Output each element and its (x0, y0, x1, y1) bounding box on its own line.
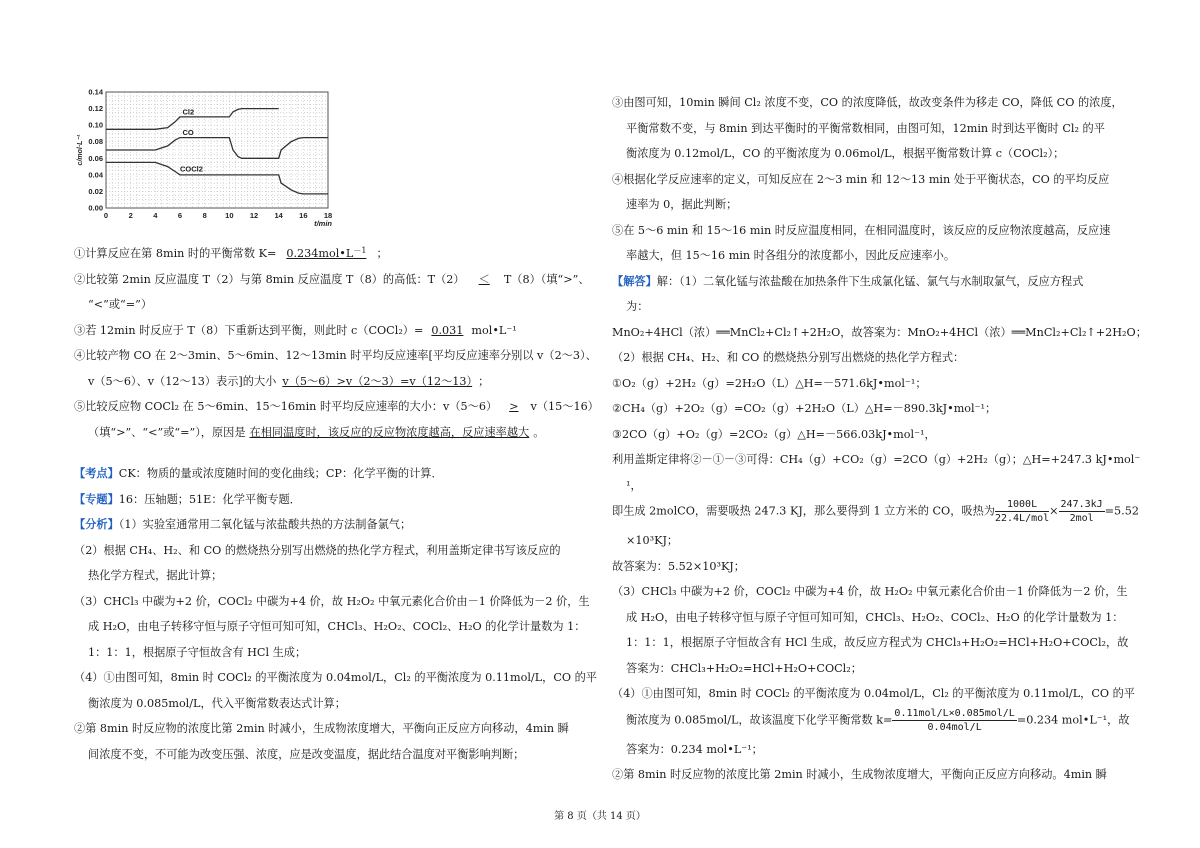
y-axis-label: c/mol·L⁻¹ (77, 134, 84, 166)
zhuanti-tag: 【专题】 (74, 491, 119, 506)
q5-answer: > (509, 400, 519, 413)
x-tick-label: 2 (128, 211, 133, 220)
analysis-5a: ⑤在 5～6 min 和 15～16 min 时反应温度相同，在相同温度时，该反应的反应物浓度越高，反应速 (612, 223, 1111, 237)
fenxi-3a: （3）CHCl₃ 中碳为+2 价，COCl₂ 中碳为+4 价，故 H₂O₂ 中氧元素化合价由－1 价降低为－2 价，生 (74, 594, 590, 608)
analysis-3c: 衡浓度为 0.12mol/L，CO 的平衡浓度为 0.06mol/L，根据平衡常数计算 c（COCl₂）； (626, 147, 1065, 160)
q4-answer: v（5～6）>v（2～3）=v（12～13） (282, 374, 473, 388)
thermo-eq-3: ③2CO（g）+O₂（g）=2CO₂（g）△H=－566.03kJ•mol⁻¹， (612, 427, 936, 441)
question-3: ③若 12min 时反应于 T（8）下重新达到平衡，则此时 c（COCl₂）= 0.031 mol•L⁻¹ (74, 323, 517, 337)
jieda-tag: 【解答】 (612, 273, 657, 288)
x-axis-label: t/min (314, 219, 332, 228)
fenxi-5a: ②第 8min 时反应物的浓度比第 2min 时减小，生成物浓度增大，平衡向正反应方向移动，4min 瞬 (74, 722, 569, 735)
y-tick-label: 0.06 (88, 153, 103, 163)
fenxi-line: 【分析】（1）实验室通常用二氧化锰与浓盐酸共热的方法制备氯气； (74, 517, 412, 531)
left-column (74, 86, 598, 767)
x-tick-label: 6 (177, 211, 183, 220)
heat-calc-cont: ×10³KJ； (626, 534, 679, 547)
question-4-cont: v（5～6）、v（12～13）表示]的大小 v（5～6）>v（2～3）=v（12～13） ； (88, 374, 490, 388)
jieda-4b: 衡浓度为 0.085mol/L，故该温度下化学平衡常数 k= 0.11mol/L×0.085mol/L 0.04mol/L =0.234 mol•L⁻¹，故 (626, 707, 1130, 733)
q3-answer: 0.031 (431, 323, 464, 337)
analysis-3a: ③由图可知，10min 瞬间 Cl₂ 浓度不变，CO 的浓度降低，故改变条件为移走 CO，降低 CO 的浓度， (612, 96, 1123, 109)
fenxi-3b: 成 H₂O，由电子转移守恒与原子守恒可知可知，CHCl₃、H₂O₂、COCl₂、H₂O 的化学计量数为 1： (88, 620, 586, 633)
fenxi-2b: 热化学方程式，据此计算； (88, 569, 223, 582)
y-tick-label: 0.10 (88, 120, 103, 130)
curve-label: Cl2 (182, 107, 195, 117)
heat-calc-line: 即生成 2molCO，需要吸热 247.3 KJ，那么要得到 1 立方米的 CO，吸热为 1000L 22.4L/mol × 247.3kJ 2mol =5.52 (612, 499, 1139, 524)
chart-svg (74, 86, 344, 236)
jieda-5: ②第 8min 时反应物的浓度比第 2min 时减小，生成物浓度增大，平衡向正反应方向移动。4min 瞬 (612, 768, 1107, 781)
fenxi-4a: （4）①由图可知，8min 时 COCl₂ 的平衡浓度为 0.04mol/L，Cl₂ 的平衡浓度为 0.11mol/L，CO 的平 (74, 671, 597, 684)
x-tick-label: 14 (274, 211, 283, 220)
kaodian-line: 【考点】CK：物质的量或浓度随时间的变化曲线；CP：化学平衡的计算． (74, 466, 443, 480)
equation-1: MnO₂+4HCl（浓）══MnCl₂+Cl₂↑+2H₂O，故答案为：MnO₂+4HCl（浓）══MnCl₂+Cl₂↑+2H₂O； (612, 325, 1147, 339)
x-tick-label: 0 (103, 211, 109, 220)
question-1: ①计算反应在第 8min 时的平衡常数 $K= 0.234mol•L^{-1}$ ； (74, 246, 388, 260)
jieda-4c: 答案为：0.234 mol•L⁻¹； (626, 742, 763, 756)
hess-line: 利用盖斯定律将②－①－③可得：CH₄（g）+CO₂（g）=2CO（g）+2H₂（g）；△H=+247.3 kJ•mol⁻ (612, 453, 1141, 466)
x-tick-label: 16 (299, 211, 308, 220)
jieda-3b: 成 H₂O，由电子转移守恒与原子守恒可知可知，CHCl₃、H₂O₂、COCl₂、H₂O 的化学计量数为 1： (626, 610, 1124, 624)
y-tick-label: 0.00 (88, 203, 103, 213)
x-tick-label: 18 (323, 211, 333, 220)
q1-text: ①计算反应在第 8min 时的平衡常数 K= (74, 247, 277, 260)
question-2: ②比较第 2min 反应温度 T（2）与第 8min 反应温度 T（8）的高低：T（2） ＜ T（8）（填“>”、 (74, 272, 590, 286)
fenxi-5b: 间浓度不变，不可能为改变压强、浓度，应是改变温度，据此结合温度对平衡影响判断； (88, 747, 525, 761)
y-tick-label: 0.02 (88, 186, 103, 196)
fraction-2: 247.3kJ 2mol (1060, 499, 1103, 524)
jieda-2: （2）根据 CH₄、H₂、和 CO 的燃烧热分别写出燃烧的热化学方程式： (612, 351, 965, 364)
q5-reason: 在相同温度时，该反应的反应物浓度越高，反应速率越大 (249, 425, 530, 439)
jieda-3d: 答案为：CHCl₃+H₂O₂=HCl+H₂O+COCl₂； (626, 661, 862, 675)
kaodian-tag: 【考点】 (74, 466, 119, 480)
analysis-4b: 速率为 0，据此判断； (626, 198, 738, 211)
fenxi-2a: （2）根据 CH₄、H₂、和 CO 的燃烧热分别写出燃烧的热化学方程式，利用盖斯定律书写该反应的 (74, 543, 561, 557)
q1-answer: $0.234mol•L^{-1}$ (286, 246, 367, 260)
question-2-cont: “<”或“=”） (88, 298, 153, 311)
q2-answer: ＜ (478, 272, 490, 286)
fenxi-3c: 1：1：1，根据原子守恒故含有 HCl 生成； (88, 645, 307, 659)
right-column (612, 90, 1147, 788)
curve-label: COCl2 (180, 164, 203, 174)
analysis-3b: 平衡常数不变，与 8min 到达平衡时的平衡常数相同，由图可知，12min 时到达平衡时 Cl₂ 的平 (626, 121, 1105, 135)
thermo-eq-1: ①O₂（g）+2H₂（g）=2H₂O（L）△H=－571.6kJ•mol⁻¹； (612, 376, 927, 390)
curve-label: CO (182, 128, 194, 138)
fenxi-4b: 衡浓度为 0.085mol/L，代入平衡常数表达式计算； (88, 696, 346, 710)
question-5-cont: （填“>”、“<”或“=”），原因是 在相同温度时，该反应的反应物浓度越高，反应速率越大 。 (88, 425, 545, 439)
x-tick-label: 12 (249, 211, 259, 220)
y-tick-label: 0.08 (88, 137, 103, 147)
x-tick-label: 8 (202, 211, 207, 220)
jieda-3a: （3）CHCl₃ 中碳为+2 价，COCl₂ 中碳为+4 价，故 H₂O₂ 中氧元素化合价由－1 价降低为－2 价，生 (612, 585, 1128, 598)
y-tick-label: 0.04 (88, 170, 103, 180)
concentration-chart (74, 86, 598, 236)
jieda-3c: 1：1：1，根据原子守恒故含有 HCl 生成，故反应方程式为 CHCl₃+H₂O₂=HCl+H₂O+COCl₂，故 (626, 636, 1129, 649)
x-tick-label: 10 (225, 211, 234, 220)
analysis-4a: ④根据化学反应速率的定义，可知反应在 2～3 min 和 12～13 min 处于平衡状态，CO 的平均反应 (612, 172, 1110, 186)
y-tick-label: 0.12 (88, 104, 103, 114)
jieda-1b: 为： (626, 300, 649, 313)
page-footer: 第 8 页（共 14 页） (554, 811, 646, 822)
analysis-5b: 率越大，但 15～16 min 时各组分的浓度都小，因此反应速率小。 (626, 249, 956, 262)
question-4: ④比较产物 CO 在 2～3min、5～6min、12～13min 时平均反应速率[平均反应速率分别以 v（2～3）、 (74, 349, 597, 362)
jieda-4a: （4）①由图可知，8min 时 COCl₂ 的平衡浓度为 0.04mol/L，Cl₂ 的平衡浓度为 0.11mol/L，CO 的平 (612, 687, 1135, 700)
y-tick-label: 0.14 (88, 87, 103, 97)
x-tick-label: 4 (153, 211, 158, 220)
zhuanti-line: 【专题】16：压轴题；51E：化学平衡专题． (74, 491, 301, 506)
fraction-1: 1000L 22.4L/mol (994, 499, 1050, 524)
heat-answer: 故答案为：5.52×10³KJ； (612, 559, 745, 573)
question-5: ⑤比较反应物 COCl₂ 在 5～6min、15～16min 时平均反应速率的大小：v（5～6） > v（15～16） (74, 400, 599, 413)
jieda-line: 【解答】解：（1）二氧化锰与浓盐酸在加热条件下生成氯化锰、氯气与水制取氯气，反应方程式 (612, 273, 1084, 288)
hess-line-cont: ¹， (626, 478, 642, 492)
fenxi-tag: 【分析】 (74, 517, 119, 531)
thermo-eq-2: ②CH₄（g）+2O₂（g）=CO₂（g）+2H₂O（L）△H=－890.3kJ•mol⁻¹； (612, 402, 997, 415)
fraction-k: 0.11mol/L×0.085mol/L 0.04mol/L (894, 707, 1015, 733)
